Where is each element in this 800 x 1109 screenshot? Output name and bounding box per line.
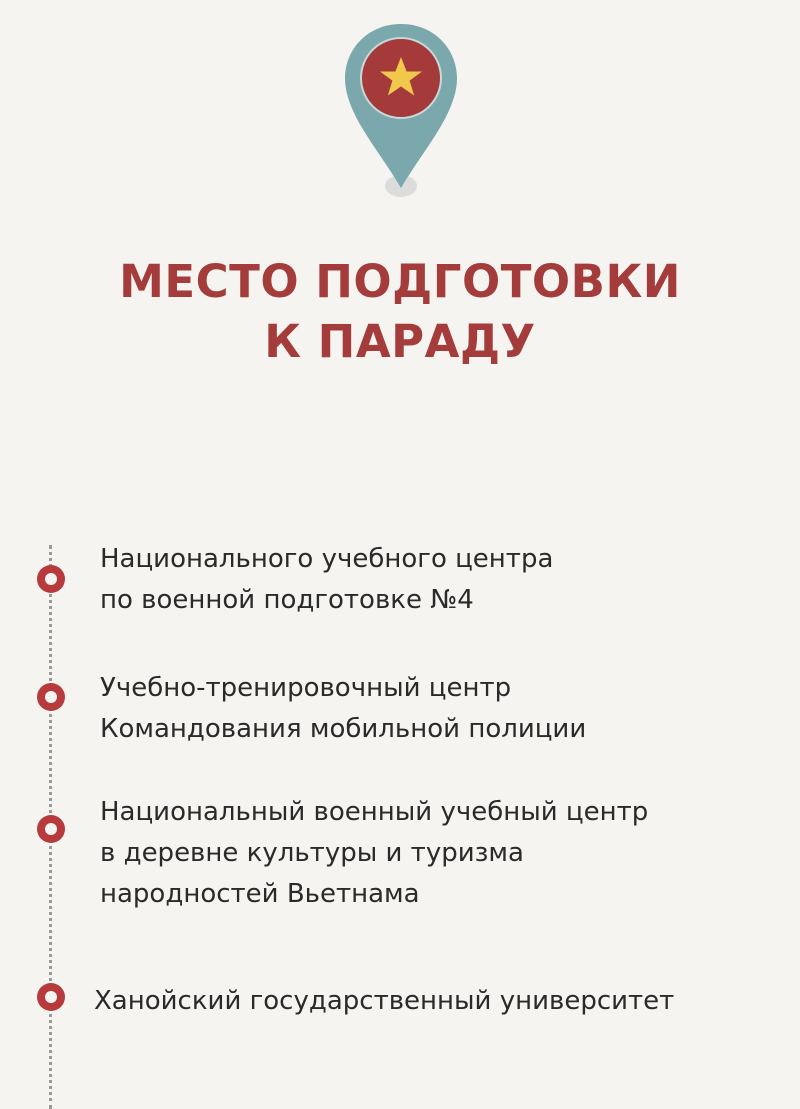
page-title-line-1: МЕСТО ПОДГОТОВКИ	[119, 255, 681, 308]
timeline-marker-2	[37, 683, 65, 711]
list-item-location-2	[100, 668, 586, 750]
timeline-marker-3	[37, 815, 65, 843]
location-1-line-2: по военной подготовке №4	[100, 585, 474, 615]
location-pin-graphic	[339, 22, 463, 204]
location-3-line-3: народностей Вьетнама	[100, 879, 420, 909]
location-3-line-1: Национальный военный учебный центр	[100, 797, 649, 827]
list-item-location-1	[100, 539, 553, 621]
location-pin-icon	[339, 22, 463, 204]
location-4-line-1: Ханойский государственный университет	[94, 986, 675, 1016]
location-3-line-2: в деревне культуры и туризма	[100, 838, 524, 868]
page-title-line-2: К ПАРАДУ	[264, 315, 536, 368]
location-2-line-1: Учебно-тренировочный центр	[100, 673, 512, 703]
location-2-line-2: Командования мобильной полиции	[100, 714, 587, 744]
list-item-location-3	[100, 792, 648, 915]
page-title	[0, 252, 800, 372]
timeline-marker-4	[37, 983, 65, 1011]
location-1-line-1: Национального учебного центра	[100, 544, 554, 574]
timeline-marker-1	[37, 565, 65, 593]
list-item-location-4	[94, 981, 674, 1022]
